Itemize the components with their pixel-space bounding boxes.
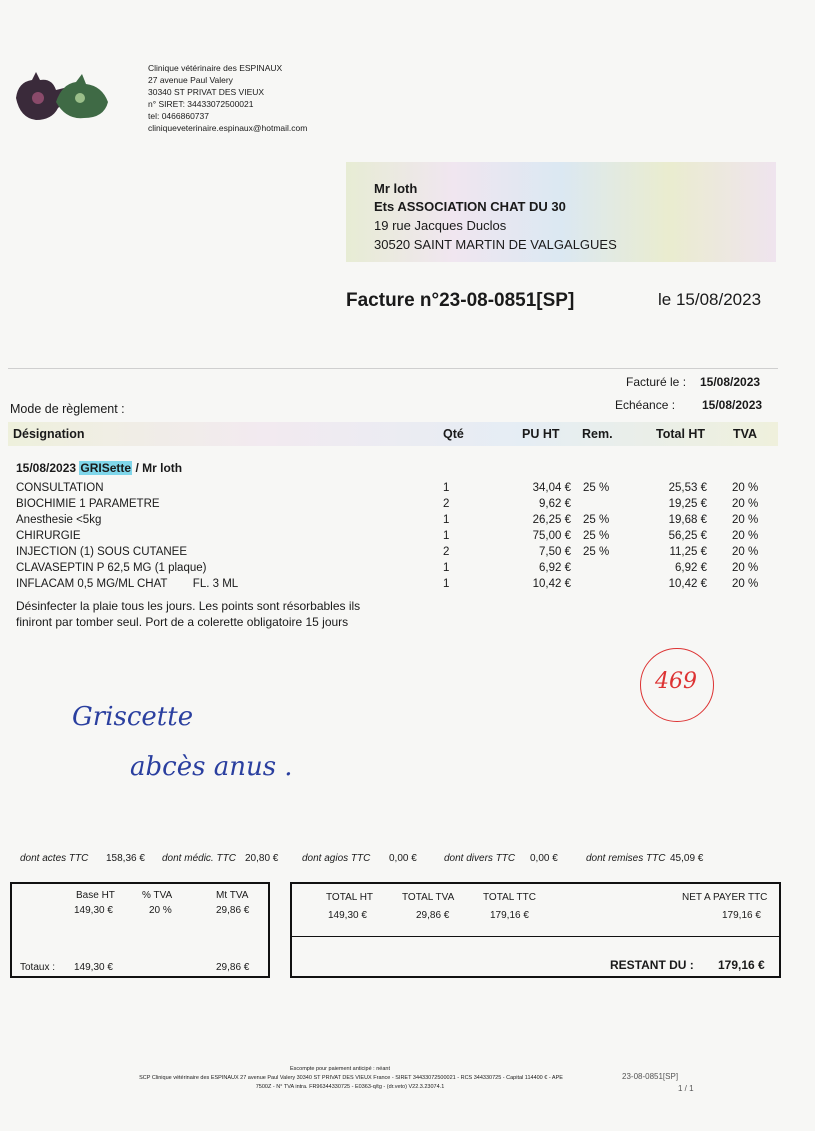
table-row	[16, 482, 776, 498]
mt-label: Mt TVA	[216, 890, 249, 901]
clinic-logo	[12, 68, 112, 126]
row-tva: 20 %	[732, 578, 759, 590]
footer-ref: 23-08-0851[SP]	[622, 1072, 679, 1081]
header-qty: Qté	[443, 427, 464, 441]
header-total: Total HT	[656, 427, 706, 441]
row-designation: CHIRURGIE	[16, 530, 81, 542]
row-tva: 20 %	[732, 514, 759, 526]
header-pu: PU HT	[522, 427, 560, 441]
net-label: NET A PAYER TTC	[682, 892, 768, 903]
row-designation: INJECTION (1) SOUS CUTANEE	[16, 546, 188, 558]
row-pu: 10,42 €	[532, 578, 571, 590]
tva-summary-box	[10, 882, 270, 978]
header-rem: Rem.	[582, 427, 613, 441]
totaux-mt: 29,86 €	[216, 962, 250, 973]
mt-value: 29,86 €	[216, 905, 250, 916]
row-qty: 2	[443, 546, 450, 558]
header-tva: TVA	[733, 427, 758, 441]
total-ht-label: TOTAL HT	[326, 892, 374, 903]
row-rem: 25 %	[583, 530, 610, 542]
divers-label: dont divers TTC	[444, 853, 516, 864]
row-designation: Anesthesie <5kg	[16, 514, 102, 526]
agios-value: 0,00 €	[389, 853, 417, 864]
recipient-city: 30520 SAINT MARTIN DE VALGALGUES	[374, 237, 617, 252]
restant-value: 179,16 €	[718, 958, 765, 972]
row-rem: 25 %	[583, 546, 610, 558]
total-ht-value: 149,30 €	[328, 910, 367, 921]
row-total: 19,25 €	[668, 498, 707, 510]
footer-legal-2: 7500Z - N° TVA intra. FR96344330725 - E0363-q/tg - (dr.veto) V22.3.23074.1	[255, 1084, 445, 1090]
visit-line	[16, 461, 182, 475]
visit-pet: GRISette	[80, 461, 132, 475]
row-pu: 7,50 €	[539, 546, 571, 558]
footer-page: 1 / 1	[678, 1084, 694, 1093]
table-row	[16, 514, 776, 530]
clinic-info	[148, 62, 307, 134]
row-total: 19,68 €	[668, 514, 707, 526]
remises-value: 45,09 €	[670, 853, 704, 864]
pct-value: 20 %	[149, 905, 172, 916]
footer-legal-1: SCP Clinique vétérinaire des ESPINAUX 27 avenue Paul Valery 30340 ST PRIVAT DES VIEUX France - SIRET 34433072500021 - RCS 344330725 - Capital 114400 € - APE	[139, 1075, 563, 1081]
handwritten-note: abcès anus .	[130, 752, 293, 782]
care-note	[16, 598, 396, 630]
remises-label: dont remises TTC	[586, 853, 666, 864]
row-designation: CLAVASEPTIN P 62,5 MG (1 plaque)	[16, 562, 207, 574]
invoiced-label: Facturé le :	[626, 375, 687, 389]
recipient-company: Ets ASSOCIATION CHAT DU 30	[374, 199, 566, 214]
agios-label: dont agios TTC	[302, 853, 371, 864]
row-tva: 20 %	[732, 546, 759, 558]
total-tva-value: 29,86 €	[416, 910, 450, 921]
row-designation: INFLACAM 0,5 MG/ML CHAT FL. 3 ML	[16, 578, 239, 590]
table-row	[16, 498, 776, 514]
row-qty: 2	[443, 498, 450, 510]
divers-value: 0,00 €	[530, 853, 558, 864]
table-header	[8, 422, 778, 446]
visit-owner: / Mr loth	[135, 461, 183, 475]
handwritten-stamp	[640, 648, 714, 722]
base-value: 149,30 €	[74, 905, 113, 916]
row-pu: 9,62 €	[539, 498, 571, 510]
row-qty: 1	[443, 578, 450, 590]
payment-mode: Mode de règlement :	[10, 402, 125, 416]
row-rem: 25 %	[583, 514, 610, 526]
table-row	[16, 530, 776, 546]
row-qty: 1	[443, 562, 450, 574]
due-label: Echéance :	[615, 398, 676, 412]
row-total: 56,25 €	[668, 530, 707, 542]
row-pu: 6,92 €	[539, 562, 571, 574]
row-total: 6,92 €	[675, 562, 707, 574]
care-note-line: Désinfecter la plaie tous les jours. Les points sont résorbables ils	[16, 599, 361, 613]
actes-label: dont actes TTC	[20, 853, 89, 864]
invoiced-value: 15/08/2023	[700, 375, 761, 389]
visit-date: 15/08/2023	[16, 461, 77, 475]
invoice-title: Facture n°23-08-0851[SP]	[346, 290, 575, 311]
totaux-base: 149,30 €	[74, 962, 113, 973]
total-ttc-value: 179,16 €	[490, 910, 529, 921]
row-qty: 1	[443, 514, 450, 526]
row-total: 25,53 €	[668, 482, 707, 494]
recipient-name: Mr loth	[374, 181, 418, 196]
medic-label: dont médic. TTC	[162, 853, 236, 864]
medic-value: 20,80 €	[245, 853, 279, 864]
row-pu: 26,25 €	[532, 514, 571, 526]
recipient-street: 19 rue Jacques Duclos	[374, 218, 507, 233]
header-designation: Désignation	[13, 427, 85, 441]
row-tva: 20 %	[732, 498, 759, 510]
care-note-line: finiront par tomber seul. Port de a colerette obligatoire 15 jours	[16, 615, 349, 629]
restant-label: RESTANT DU :	[610, 958, 694, 972]
row-total: 10,42 €	[668, 578, 707, 590]
divider	[8, 368, 778, 369]
row-tva: 20 %	[732, 562, 759, 574]
row-designation: BIOCHIMIE 1 PARAMETRE	[16, 498, 160, 510]
totals-box	[290, 882, 781, 978]
totaux-label: Totaux :	[20, 962, 56, 973]
table-row	[16, 562, 776, 578]
row-qty: 1	[443, 482, 450, 494]
pct-label: % TVA	[142, 890, 173, 901]
clinic-email: cliniqueveterinaire.espinaux@hotmail.com	[148, 123, 308, 133]
clinic-tel: tel: 0466860737	[148, 111, 209, 121]
row-total: 11,25 €	[669, 546, 707, 558]
row-qty: 1	[443, 530, 450, 542]
row-pu: 75,00 €	[532, 530, 571, 542]
row-tva: 20 %	[732, 530, 759, 542]
clinic-name: Clinique vétérinaire des ESPINAUX	[148, 63, 283, 73]
row-tva: 20 %	[732, 482, 759, 494]
table-row	[16, 578, 776, 594]
totals-divider	[292, 936, 779, 937]
net-value: 179,16 €	[722, 910, 761, 921]
row-pu: 34,04 €	[532, 482, 571, 494]
actes-value: 158,36 €	[106, 853, 145, 864]
total-tva-label: TOTAL TVA	[402, 892, 455, 903]
clinic-address: 27 avenue Paul Valery	[148, 75, 233, 85]
clinic-siret: n° SIRET: 34433072500021	[148, 99, 254, 109]
invoice-date: le 15/08/2023	[658, 290, 762, 309]
total-ttc-label: TOTAL TTC	[483, 892, 536, 903]
handwritten-name: Griscette	[72, 702, 194, 732]
due-value: 15/08/2023	[702, 398, 763, 412]
row-rem: 25 %	[583, 482, 610, 494]
table-row	[16, 546, 776, 562]
row-designation: CONSULTATION	[16, 482, 104, 494]
base-label: Base HT	[76, 890, 115, 901]
stamp-number: 469	[655, 669, 697, 694]
footer-discount: Escompte pour paiement anticipé : néant	[290, 1066, 390, 1072]
recipient-block	[346, 162, 776, 262]
clinic-city: 30340 ST PRIVAT DES VIEUX	[148, 87, 265, 97]
